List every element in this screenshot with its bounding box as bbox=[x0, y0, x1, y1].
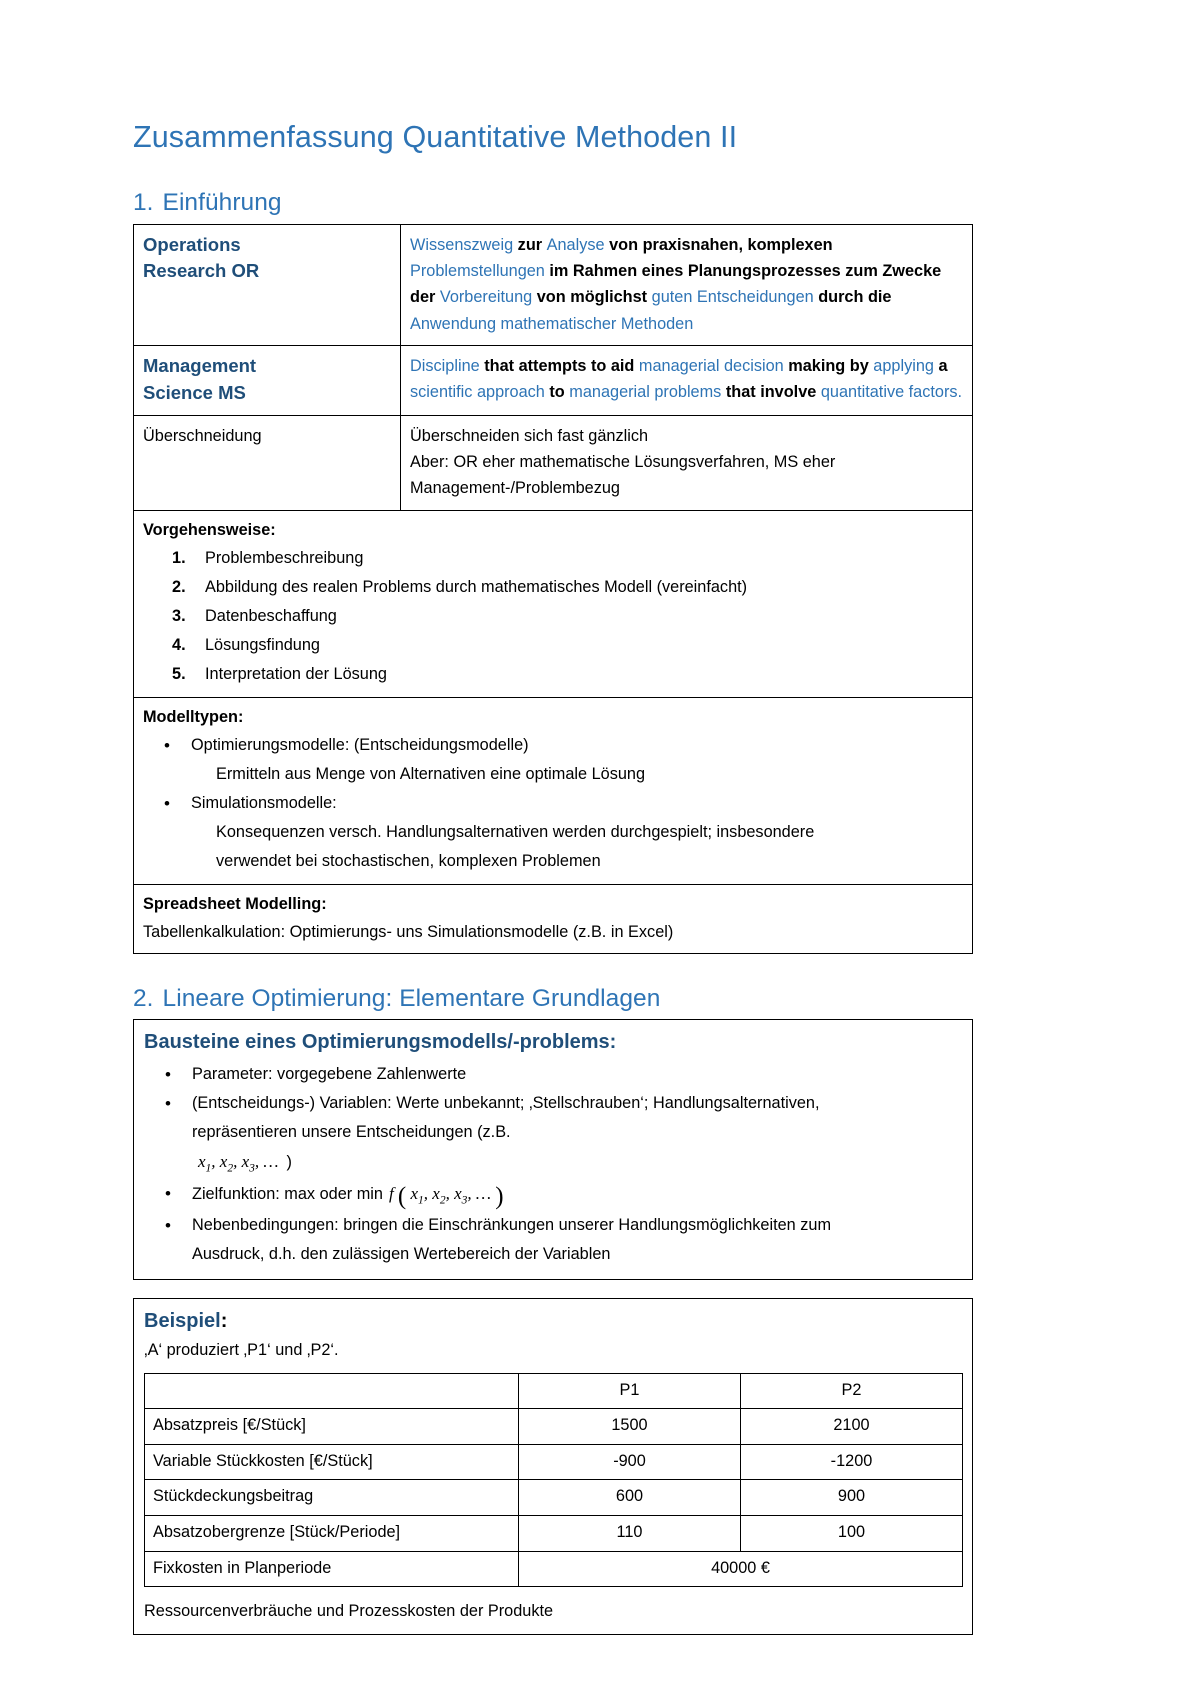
overlap-line-2: Aber: OR eher mathematische Lösungsverfahren, MS eher bbox=[410, 453, 836, 472]
text-run-10: Anwendung mathematischer Methoden bbox=[410, 314, 694, 333]
section-title: Einführung bbox=[162, 189, 282, 217]
beispiel-data-table bbox=[144, 1373, 963, 1588]
table-row bbox=[134, 346, 973, 416]
beispiel-box bbox=[133, 1298, 973, 1636]
vorgehensweise-title: Vorgehensweise: bbox=[143, 520, 276, 539]
bausteine-list bbox=[144, 1060, 962, 1269]
list-item: Interpretation der Lösung bbox=[205, 665, 387, 684]
text-run-4: Problemstellungen bbox=[410, 261, 545, 280]
list-item-head: Nebenbedingungen: bringen die Einschränkungen unserer Handlungsmöglichkeiten zum bbox=[192, 1215, 832, 1234]
definitions-table bbox=[133, 224, 973, 954]
beispiel-table-body bbox=[145, 1373, 963, 1587]
page-title: Zusammenfassung Quantitative Methoden II bbox=[133, 120, 738, 154]
cell-p1: -900 bbox=[519, 1444, 741, 1480]
vorgehensweise-cell bbox=[134, 510, 973, 697]
overlap-text-cell bbox=[401, 415, 973, 510]
spreadsheet-cell bbox=[134, 885, 973, 953]
or-label-cell bbox=[134, 224, 401, 346]
list-item bbox=[191, 731, 963, 789]
text-run-7: von möglichst bbox=[532, 288, 652, 307]
modelltypen-list bbox=[143, 731, 963, 876]
table-row bbox=[145, 1409, 963, 1445]
beispiel-title-word: Beispiel bbox=[144, 1309, 221, 1332]
ms-label-cell bbox=[134, 346, 401, 416]
section-title: Lineare Optimierung: Elementare Grundlagen bbox=[162, 984, 661, 1012]
list-item-head: Simulationsmodelle: bbox=[191, 794, 337, 813]
spreadsheet-text: Tabellenkalkulation: Optimierungs- uns Simulationsmodelle (z.B. in Excel) bbox=[143, 922, 674, 941]
list-item: Abbildung des realen Problems durch mathematisches Modell (vereinfacht) bbox=[205, 578, 748, 597]
text-run-5: im Rahmen eines Planungsprozesses zum Zwecke der bbox=[410, 261, 942, 307]
section-spacer bbox=[133, 954, 1075, 984]
list-item-subline: Ermitteln aus Menge von Alternativen eine optimale Lösung bbox=[216, 765, 645, 784]
or-definition-text bbox=[410, 236, 941, 333]
text-run-2: Analyse bbox=[546, 235, 605, 254]
section-heading-2 bbox=[133, 984, 1075, 1013]
text-run-1: zur bbox=[513, 235, 547, 254]
or-label-line2: Research OR bbox=[143, 260, 260, 282]
list-item bbox=[192, 1211, 962, 1269]
text-run-10: quantitative factors. bbox=[820, 383, 963, 402]
modelltypen-cell bbox=[134, 698, 973, 885]
cell-p2: 2100 bbox=[741, 1409, 963, 1445]
row-label: Fixkosten in Planperiode bbox=[145, 1551, 519, 1587]
overlap-line-3: Management-/Problembezug bbox=[410, 479, 620, 498]
math-expression: f ( $x_1$, $x_2$, $x_3$, … ) bbox=[388, 1182, 504, 1210]
bausteine-title: Bausteine eines Optimierungsmodells/-problems: bbox=[144, 1031, 617, 1054]
column-header: P2 bbox=[741, 1373, 963, 1409]
overlap-label-cell: Überschneidung bbox=[134, 415, 401, 510]
text-run-9: durch die bbox=[813, 288, 892, 307]
section-number: 2. bbox=[133, 984, 154, 1012]
row-label: Stückdeckungsbeitrag bbox=[145, 1480, 519, 1516]
table-row bbox=[134, 510, 973, 697]
text-run-0: Discipline bbox=[410, 357, 480, 376]
list-item bbox=[192, 1060, 962, 1089]
text-run-0: Wissenszweig bbox=[410, 235, 514, 254]
cell-p2: 900 bbox=[741, 1480, 963, 1516]
list-item: Datenbeschaffung bbox=[205, 607, 337, 626]
column-header: P1 bbox=[519, 1373, 741, 1409]
or-definition-cell bbox=[401, 224, 973, 346]
table-row bbox=[145, 1551, 963, 1587]
table-row bbox=[134, 224, 973, 346]
vorgehensweise-list bbox=[143, 544, 963, 689]
or-label-line1: Operations bbox=[143, 233, 241, 255]
cell-p1: 1500 bbox=[519, 1409, 741, 1445]
list-item-subline: Konsequenzen versch. Handlungsalternativen werden durchgespielt; insbesondere bbox=[216, 823, 815, 842]
cell-p2: -1200 bbox=[741, 1444, 963, 1480]
table-row bbox=[134, 698, 973, 885]
ms-label-line2: Science MS bbox=[143, 381, 246, 403]
ms-label-line1: Management bbox=[143, 355, 257, 377]
beispiel-title-colon: : bbox=[220, 1309, 228, 1332]
cell-p2: 100 bbox=[741, 1516, 963, 1552]
bausteine-box bbox=[133, 1019, 973, 1280]
text-run-7: to bbox=[544, 383, 570, 402]
list-item bbox=[192, 1089, 962, 1179]
cell-p1: 600 bbox=[519, 1480, 741, 1516]
spreadsheet-title: Spreadsheet Modelling: bbox=[143, 895, 327, 914]
beispiel-footer: Ressourcenverbräuche und Prozesskosten der Produkte bbox=[144, 1602, 554, 1621]
list-item: Problembeschreibung bbox=[205, 549, 364, 568]
text-run-5: a bbox=[933, 357, 948, 376]
table-row bbox=[145, 1516, 963, 1552]
box-spacer bbox=[133, 1280, 1075, 1298]
list-item-head: (Entscheidungs-) Variablen: Werte unbekannt; ‚Stellschrauben‘; Handlungsalternativen, bbox=[192, 1094, 820, 1113]
text-run-8: managerial problems bbox=[569, 383, 722, 402]
text-run-8: guten Entscheidungen bbox=[651, 288, 814, 307]
column-header bbox=[145, 1373, 519, 1409]
cell-fixkosten-value: 40000 € bbox=[519, 1551, 963, 1587]
text-run-3: making by bbox=[783, 357, 874, 376]
text-run-2: managerial decision bbox=[638, 357, 784, 376]
overlap-line-1: Überschneiden sich fast gänzlich bbox=[410, 426, 649, 445]
table-row bbox=[134, 885, 973, 953]
section-number: 1. bbox=[133, 189, 154, 217]
row-label: Absatzpreis [€/Stück] bbox=[145, 1409, 519, 1445]
math-expression: $x_1$, $x_2$, $x_3$, … bbox=[198, 1152, 279, 1175]
list-item-subline: verwendet bei stochastischen, komplexen Problemen bbox=[216, 852, 601, 871]
table-row bbox=[134, 415, 973, 510]
list-item bbox=[192, 1179, 962, 1211]
row-label: Absatzobergrenze [Stück/Periode] bbox=[145, 1516, 519, 1552]
section-heading-1 bbox=[133, 188, 1075, 217]
math-tail: ) bbox=[286, 1153, 292, 1172]
text-run-3: von praxisnahen, komplexen bbox=[604, 235, 833, 254]
text-run-6: scientific approach bbox=[410, 383, 545, 402]
list-item-head: Parameter: vorgegebene Zahlenwerte bbox=[192, 1065, 467, 1084]
list-item: Lösungsfindung bbox=[205, 636, 320, 655]
text-run-1: that attempts to aid bbox=[479, 357, 639, 376]
ms-definition-text bbox=[410, 357, 962, 401]
row-label: Variable Stückkosten [€/Stück] bbox=[145, 1444, 519, 1480]
ms-definition-cell bbox=[401, 346, 973, 416]
list-item-subline: Ausdruck, d.h. den zulässigen Wertebereich der Variablen bbox=[192, 1244, 611, 1263]
table-row bbox=[145, 1444, 963, 1480]
table-header-row bbox=[145, 1373, 963, 1409]
list-item bbox=[191, 789, 963, 876]
text-run-4: applying bbox=[873, 357, 934, 376]
table-row bbox=[145, 1480, 963, 1516]
text-run-6: Vorbereitung bbox=[439, 288, 533, 307]
beispiel-intro: ‚A‘ produziert ‚P1‘ und ‚P2‘. bbox=[144, 1340, 339, 1359]
beispiel-title bbox=[144, 1307, 962, 1335]
list-item-head: Zielfunktion: max oder min bbox=[192, 1184, 383, 1203]
text-run-9: that involve bbox=[721, 383, 821, 402]
list-item-head: Optimierungsmodelle: (Entscheidungsmodelle) bbox=[191, 736, 529, 755]
cell-p1: 110 bbox=[519, 1516, 741, 1552]
modelltypen-title: Modelltypen: bbox=[143, 708, 244, 727]
list-item-subline: repräsentieren unsere Entscheidungen (z.B. bbox=[192, 1123, 511, 1142]
